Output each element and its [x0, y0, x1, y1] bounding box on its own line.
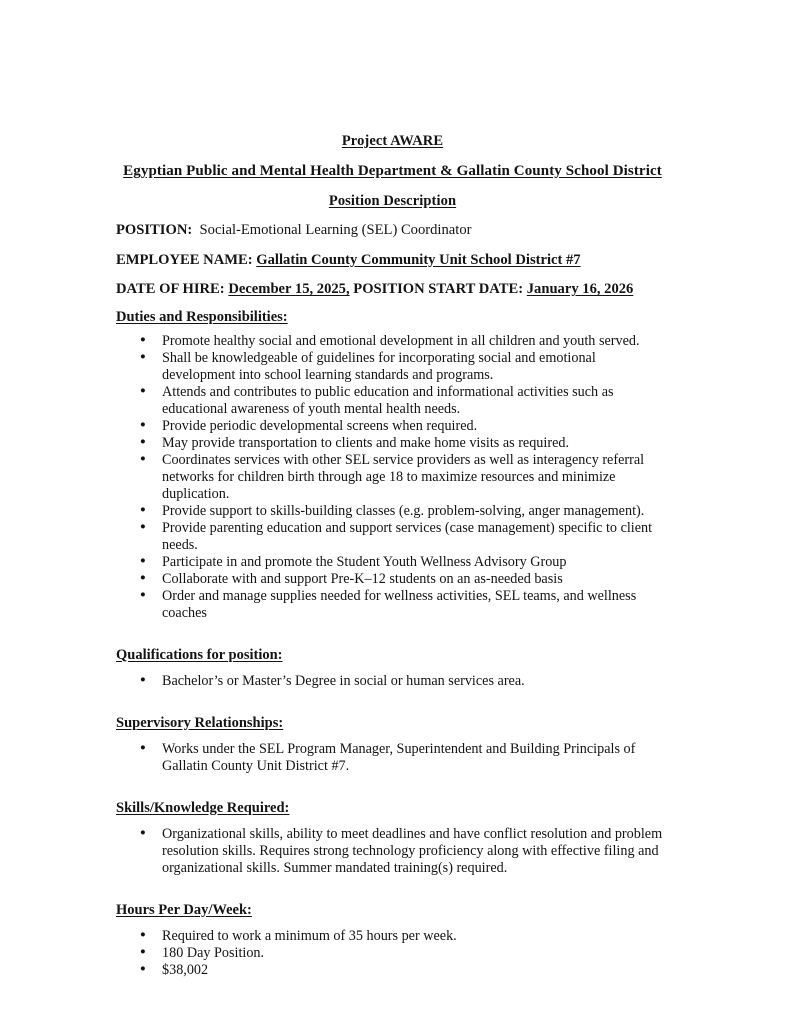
list-item: ● Participate in and promote the Student Youth Wellness Advisory Group — [116, 554, 669, 571]
list-item: ● Bachelor’s or Master’s Degree in social or human services area. — [116, 673, 669, 690]
document-title-project-text: Project AWARE — [341, 133, 444, 149]
field-position-label: POSITION: — [116, 222, 193, 238]
document-title-position-description — [116, 186, 669, 216]
list-item: ● Promote healthy social and emotional development in all children and youth served. — [116, 333, 669, 350]
hours-list — [116, 928, 669, 979]
section-heading-hours: Hours Per Day/Week: — [116, 901, 252, 918]
section-heading-qualifications: Qualifications for position: — [116, 646, 283, 663]
list-item: ● Shall be knowledgeable of guidelines for incorporating social and emotional development into school learning standards and programs. — [116, 350, 669, 384]
field-start-date-value: January 16, 2026 — [526, 281, 634, 297]
list-item: ● Organizational skills, ability to meet deadlines and have conflict resolution and problem resolution skills. Requires strong technology proficiency along with effective filing and organizational skills. Summer mandated training(s) required. — [116, 826, 669, 877]
skills-list — [116, 826, 669, 877]
duties-list — [116, 333, 669, 622]
field-employee-name-value: Gallatin County Community Unit School District #7 — [256, 251, 581, 268]
supervisory-list — [116, 741, 669, 775]
document-title-project — [116, 126, 669, 156]
list-item: ● Required to work a minimum of 35 hours per week. — [116, 928, 669, 945]
list-item: ● May provide transportation to clients and make home visits as required. — [116, 435, 669, 452]
field-start-date-label: POSITION START DATE: — [353, 281, 524, 297]
qualifications-list — [116, 673, 669, 690]
section-heading-skills: Skills/Knowledge Required: — [116, 799, 290, 816]
list-item: ● Provide periodic developmental screens when required. — [116, 418, 669, 435]
list-item: ● Order and manage supplies needed for wellness activities, SEL teams, and wellness coaches — [116, 588, 669, 622]
field-date-of-hire-value: December 15, 2025, — [228, 281, 350, 297]
field-position-value: Social-Emotional Learning (SEL) Coordinator — [199, 222, 472, 238]
list-item: ● $38,002 — [116, 962, 669, 979]
field-date-of-hire-label: DATE OF HIRE: — [116, 281, 225, 297]
list-item: ● Works under the SEL Program Manager, Superintendent and Building Principals of Gallatin County Unit District #7. — [116, 741, 669, 775]
field-position — [116, 216, 669, 246]
document-title-position-description-text: Position Description — [328, 193, 457, 209]
list-item: ● Provide support to skills-building classes (e.g. problem-solving, anger management). — [116, 503, 669, 520]
list-item: ● 180 Day Position. — [116, 945, 669, 962]
field-employee-name-label: EMPLOYEE NAME: — [116, 251, 253, 268]
section-heading-supervisory: Supervisory Relationships: — [116, 714, 284, 731]
field-employee-name — [116, 246, 669, 276]
document-title-department — [116, 156, 669, 186]
list-item: ● Collaborate with and support Pre-K–12 students on an as-needed basis — [116, 571, 669, 588]
section-heading-duties: Duties and Responsibilities: — [116, 308, 288, 325]
list-item: ● Attends and contributes to public education and informational activities such as educational awareness of youth mental health needs. — [116, 384, 669, 418]
field-dates — [116, 275, 669, 305]
list-item: ● Coordinates services with other SEL service providers as well as interagency referral networks for children birth through age 18 to maximize resources and minimize duplication. — [116, 452, 669, 503]
document-title-department-text: Egyptian Public and Mental Health Department & Gallatin County School District — [123, 163, 662, 179]
list-item: ● Provide parenting education and support services (case management) specific to client needs. — [116, 520, 669, 554]
